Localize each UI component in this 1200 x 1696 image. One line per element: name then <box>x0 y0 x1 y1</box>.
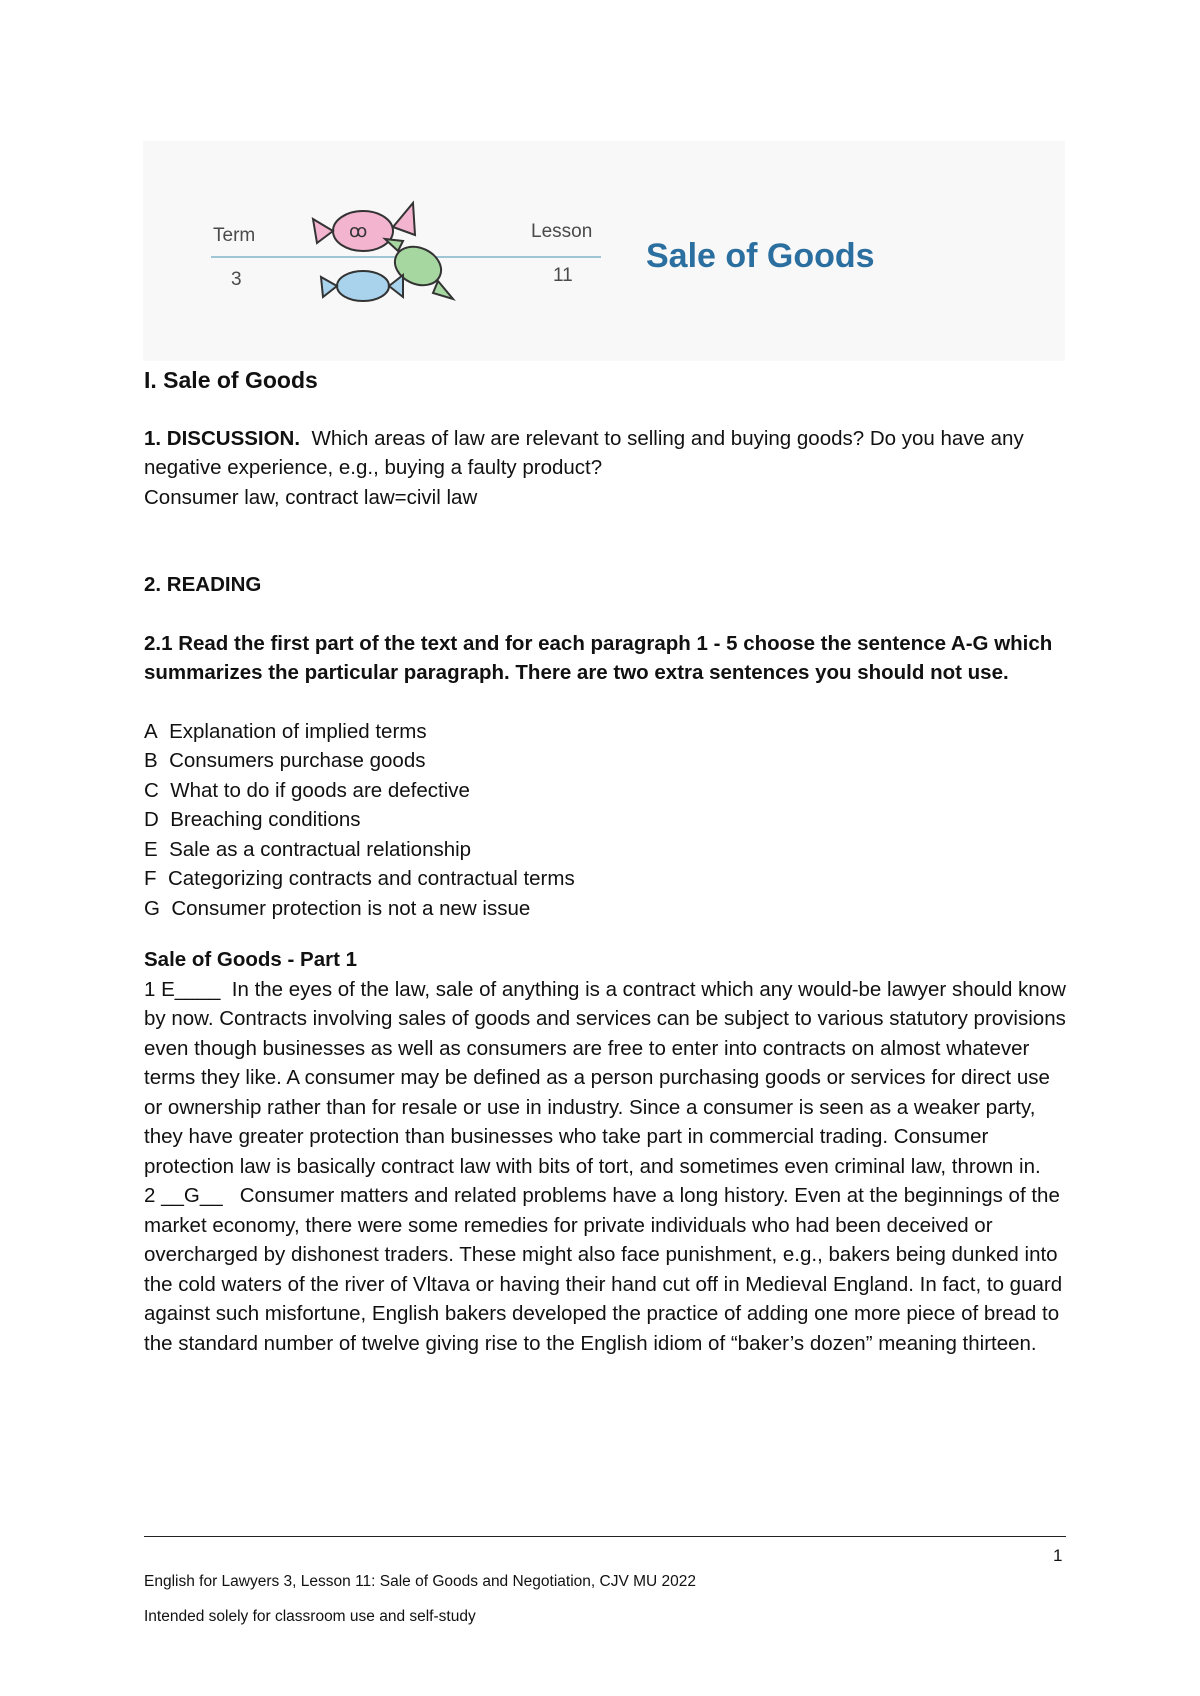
options-list <box>144 717 1069 924</box>
list-item: E Sale as a contractual relationship <box>144 837 472 861</box>
paragraph-label: 2 __G__ <box>144 1184 223 1207</box>
list-item: A Explanation of implied terms <box>144 719 427 743</box>
lesson-number: 11 <box>553 265 573 286</box>
footer-usage-note: Intended solely for classroom use and self-study <box>144 1608 476 1625</box>
term-number: 3 <box>231 269 242 290</box>
reading-task: 2.1 Read the first part of the text and for each paragraph 1 - 5 choose the sentence A-G which summarizes the particular paragraph. There are two extra sentences you should not use. <box>144 631 1053 684</box>
lesson-banner <box>143 141 1065 361</box>
discussion-paragraph <box>144 424 1069 483</box>
candies-icon <box>303 191 503 311</box>
list-item: F Categorizing contracts and contractual terms <box>144 867 575 890</box>
part-title: Sale of Goods - Part 1 <box>144 948 358 971</box>
footer-divider <box>144 1536 1066 1537</box>
section-title: I. Sale of Goods <box>144 367 318 393</box>
footer-course-info: English for Lawyers 3, Lesson 11: Sale of Goods and Negotiation, CJV MU 2022 <box>144 1573 696 1590</box>
discussion-question: Which areas of law are relevant to selling and buying goods? Do you have any negative experience, e.g., buying a faulty product? <box>144 426 1024 479</box>
paragraph-text: Consumer matters and related problems have a long history. Even at the beginnings of the market economy, there were some remedies for private individuals who had been deceived or overcharged by dishonest traders. These might also face punishment, e.g., bakers being dunked into the cold waters of the river of Vltava or having their hand cut off in Medieval England. In fact, to guard against such misfortune, English bakers developed the practice of adding one more piece of bread to the standard number of twelve giving rise to the English idiom of “baker’s dozen” meaning thirteen. <box>144 1184 1063 1355</box>
list-item: C What to do if goods are defective <box>144 778 470 802</box>
discussion-label: 1. DISCUSSION. <box>144 426 301 450</box>
reading-heading: 2. READING <box>144 573 262 596</box>
lesson-label: Lesson <box>531 221 593 242</box>
list-item: D Breaching conditions <box>144 808 361 831</box>
list-item: B Consumers purchase goods <box>144 749 426 772</box>
paragraph-label: 1 E____ <box>144 977 221 1001</box>
paragraph-2 <box>144 1181 1069 1358</box>
svg-text:ꝏ: ꝏ <box>349 221 368 242</box>
discussion-answer: Consumer law, contract law=civil law <box>144 485 478 509</box>
term-label: Term <box>213 225 256 246</box>
document-body <box>144 366 1069 1358</box>
paragraph-1 <box>144 975 1069 1182</box>
banner-title: Sale of Goods <box>646 237 875 275</box>
list-item: G Consumer protection is not a new issue <box>144 896 531 920</box>
paragraph-text: In the eyes of the law, sale of anything is a contract which any would-be lawyer should know by now. Contracts involving sales of goods and services can be subject to various statutory provisions even though businesses as well as consumers are free to enter into contracts on almost whatever terms they like. A consumer may be defined as a person purchasing goods or services for direct use or ownership rather than for resale or use in industry. Since a consumer is seen as a weaker party, they have greater protection than businesses who take part in commercial trading. Consumer protection law is basically contract law with bits of tort, and sometimes even criminal law, thrown in. <box>144 977 1066 1178</box>
page-number: 1 <box>1053 1546 1063 1565</box>
